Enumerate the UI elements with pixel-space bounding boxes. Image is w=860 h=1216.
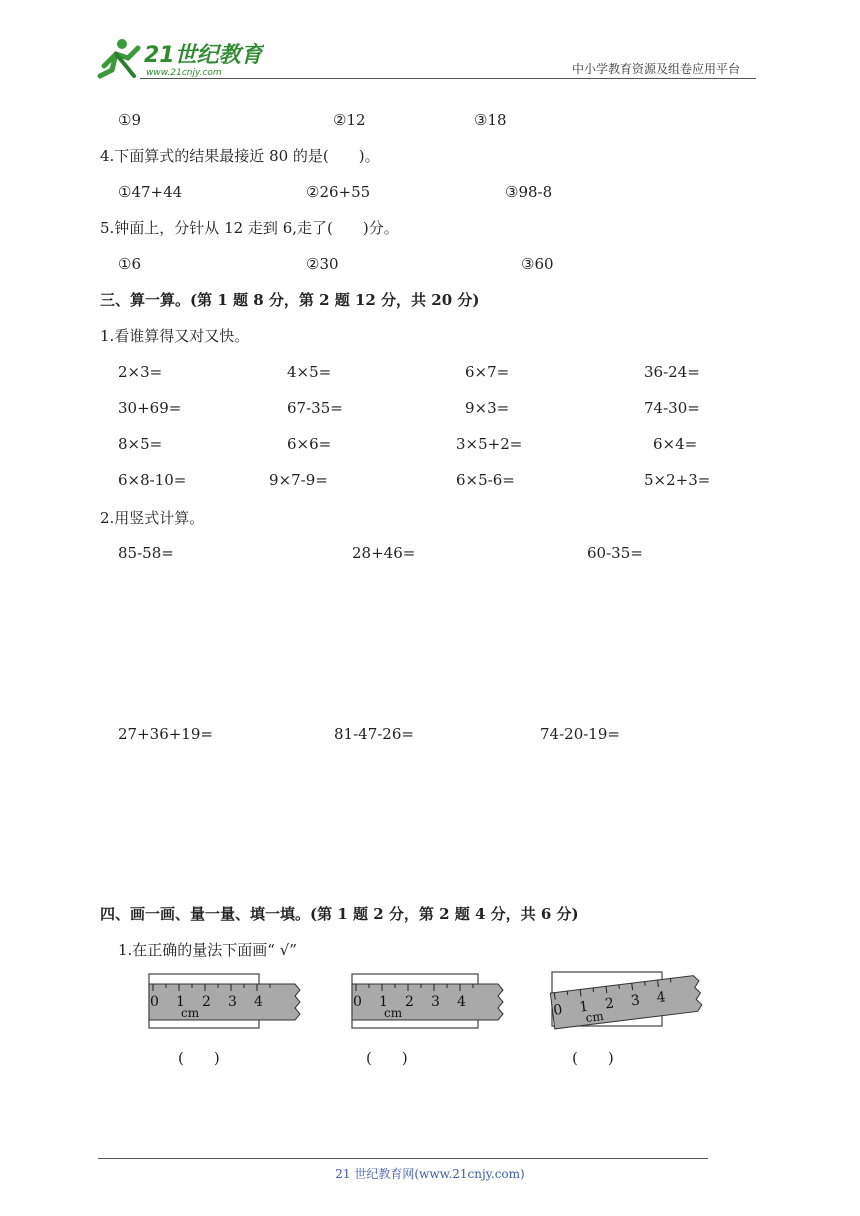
calc-item: 6×6= bbox=[287, 435, 332, 453]
calc-item: 6×7= bbox=[465, 363, 510, 381]
ruler-tick-label: 4 bbox=[457, 994, 466, 1010]
ruler-tick-label: 2 bbox=[604, 995, 615, 1013]
calc-item: 6×4= bbox=[653, 435, 698, 453]
s3-q1-stem: 1.看谁算得又对又快。 bbox=[100, 327, 250, 345]
prev-option-1: ①9 bbox=[118, 111, 141, 129]
answer-blank-3[interactable]: ( ) bbox=[572, 1049, 614, 1067]
header-divider bbox=[140, 78, 756, 79]
calc-item: 5×2+3= bbox=[644, 471, 711, 489]
vertical-calc-item: 85-58= bbox=[118, 544, 174, 562]
ruler-tick-label: 0 bbox=[150, 994, 159, 1010]
s3-q2-stem: 2.用竖式计算。 bbox=[100, 509, 205, 527]
site-logo bbox=[94, 36, 264, 80]
answer-blank-1[interactable]: ( ) bbox=[178, 1049, 220, 1067]
ruler-tick-label: 1 bbox=[379, 994, 388, 1010]
q5-stem: 5.钟面上，分针从 12 走到 6,走了( )分。 bbox=[100, 219, 399, 237]
q5-option-1: ①6 bbox=[118, 255, 141, 273]
logo-sub-text: www.21cnjy.com bbox=[146, 68, 222, 78]
ruler-tick-label: 1 bbox=[176, 994, 185, 1010]
footer-divider bbox=[98, 1158, 708, 1159]
s4-q1-stem: 1.在正确的量法下面画“ √” bbox=[118, 941, 297, 959]
q5-option-2: ②30 bbox=[306, 255, 339, 273]
header-right-text: 中小学教育资源及组卷应用平台 bbox=[572, 62, 741, 76]
calc-item: 3×5+2= bbox=[456, 435, 523, 453]
ruler-tick-label: 1 bbox=[578, 998, 590, 1016]
section3-title: 三、算一算。(第 1 题 8 分，第 2 题 12 分，共 20 分) bbox=[100, 291, 480, 309]
logo-main-text: 21世纪教育 bbox=[144, 43, 263, 68]
ruler-figure-2 bbox=[346, 972, 506, 1036]
q4-stem: 4.下面算式的结果最接近 80 的是( )。 bbox=[100, 147, 380, 165]
ruler-unit-label: cm bbox=[181, 1006, 200, 1020]
calc-item: 8×5= bbox=[118, 435, 163, 453]
ruler-tick-label: 4 bbox=[655, 989, 667, 1007]
ruler-tick-label: 3 bbox=[629, 992, 641, 1010]
ruler-tick-label: 2 bbox=[405, 994, 414, 1010]
calc-item: 2×3= bbox=[118, 363, 163, 381]
calc-item: 6×5-6= bbox=[456, 471, 515, 489]
q4-option-2: ②26+55 bbox=[306, 183, 371, 201]
ruler-unit-label: cm bbox=[584, 1008, 605, 1025]
footer-link[interactable]: 21 世纪教育网(www.21cnjy.com) bbox=[335, 1167, 525, 1181]
vertical-calc-item: 60-35= bbox=[587, 544, 643, 562]
ruler-tick-label: 3 bbox=[228, 994, 237, 1010]
ruler-tick-label: 0 bbox=[552, 1001, 564, 1019]
calc-item: 74-30= bbox=[644, 399, 700, 417]
ruler-tick-label: 0 bbox=[353, 994, 362, 1010]
calc-item: 9×7-9= bbox=[269, 471, 328, 489]
q5-option-3: ③60 bbox=[521, 255, 554, 273]
q4-option-1: ①47+44 bbox=[118, 183, 183, 201]
ruler-figure-3 bbox=[546, 968, 706, 1036]
calc-item: 9×3= bbox=[465, 399, 510, 417]
vertical-calc-item: 74-20-19= bbox=[540, 725, 620, 743]
prev-option-2: ②12 bbox=[333, 111, 366, 129]
calc-item: 6×8-10= bbox=[118, 471, 187, 489]
prev-option-3: ③18 bbox=[474, 111, 507, 129]
ruler-tick-label: 4 bbox=[254, 994, 263, 1010]
calc-item: 67-35= bbox=[287, 399, 343, 417]
vertical-calc-item: 81-47-26= bbox=[334, 725, 414, 743]
calc-item: 36-24= bbox=[644, 363, 700, 381]
ruler-tick-label: 3 bbox=[431, 994, 440, 1010]
q4-option-3: ③98-8 bbox=[505, 183, 553, 201]
ruler-tick-label: 2 bbox=[202, 994, 211, 1010]
ruler-unit-label: cm bbox=[384, 1006, 403, 1020]
vertical-calc-item: 27+36+19= bbox=[118, 725, 213, 743]
ruler-figure-1 bbox=[145, 972, 305, 1036]
calc-item: 30+69= bbox=[118, 399, 182, 417]
answer-blank-2[interactable]: ( ) bbox=[366, 1049, 408, 1067]
section4-title: 四、画一画、量一量、填一填。(第 1 题 2 分，第 2 题 4 分，共 6 分) bbox=[100, 905, 579, 923]
calc-item: 4×5= bbox=[287, 363, 332, 381]
vertical-calc-item: 28+46= bbox=[352, 544, 416, 562]
